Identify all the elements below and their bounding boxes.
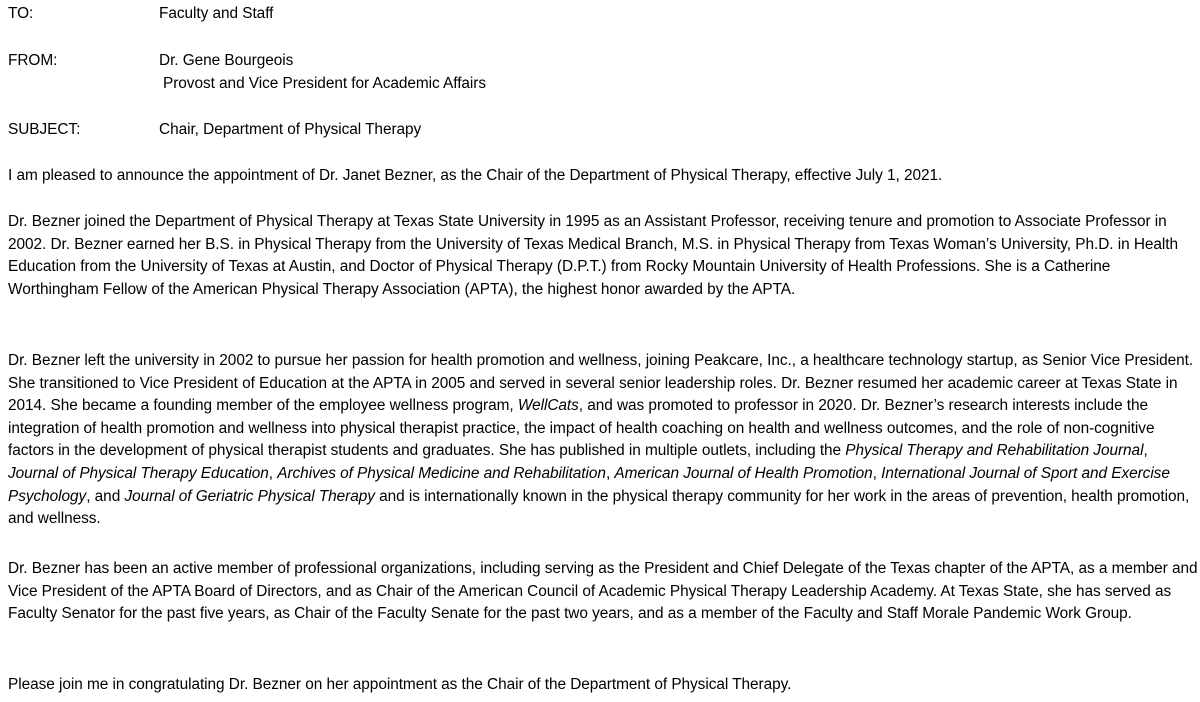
subject-value: Chair, Department of Physical Therapy [159,121,422,138]
career-text-2: , and was promoted to professor in 2020. Dr. Bezner’s research interests include the integration of health promotion and wellness into physical therapist practice, the impact of health coaching on health and wellness outcomes, and the role of non-cognitive factors in the development of physical therapist students and graduates. She has published in multiple outlets, including the [8,397,1155,460]
journal-title-6: Journal of Geriatric Physical Therapy [124,487,375,505]
journal-title-2: Journal of Physical Therapy Education [8,464,269,482]
journal-title-4: American Journal of Health Promotion [614,464,873,482]
career-sep-5: , and [86,487,125,505]
journal-title-3: Archives of Physical Medicine and Rehabilitation [277,464,606,482]
paragraph-career [8,350,1200,531]
from-name: Dr. Gene Bourgeois [159,52,294,69]
to-value: Faculty and Staff [159,5,274,22]
journal-title-5: International Journal of Sport and Exercise Psychology [8,464,1170,505]
to-label: TO: [8,5,34,22]
career-sep-2: , [268,464,278,482]
career-text-3: and is internationally known in the physical therapy community for her work in the areas of prevention, health promotion, and wellness. [8,487,1190,528]
career-text-1: Dr. Bezner left the university in 2002 to pursue her passion for health promotion and wellness, joining Peakcare, Inc., a healthcare technology startup, as Senior Vice President. She transitioned to Vice President of Education at the APTA in 2005 and served in several senior leadership roles. Dr. Bezner resumed her academic career at Texas State in 2014. She became a founding member of the employee wellness program, [8,352,1194,415]
paragraph-background: Dr. Bezner joined the Department of Physical Therapy at Texas State University in 1995 as an Assistant Professor, receiving tenure and promotion to Associate Professor in 2002. Dr. Bezner earned her B.S. in Physical Therapy from the University of Texas Medical Branch, M.S. in Physical Therapy from Texas Woman’s University, Ph.D. in Health Education from the University of Texas at Austin, and Doctor of Physical Therapy (D.P.T.) from Rocky Mountain University of Health Professions. She is a Catherine Worthingham Fellow of the American Physical Therapy Association (APTA), the highest honor awarded by the APTA. [8,213,1179,298]
paragraph-service: Dr. Bezner has been an active member of professional organizations, including serving as the President and Chief Delegate of the Texas chapter of the APTA, as a member and Vice President of the APTA Board of Directors, and as Chair of the American Council of Academic Physical Therapy Leadership Academy. At Texas State, she has served as Faculty Senator for the past five years, as Chair of the Faculty Senate for the past two years, and as a member of the Faculty and Staff Morale Pandemic Work Group. [8,560,1198,623]
career-sep-4: , [872,464,882,482]
program-name-wellcats: WellCats [517,397,579,415]
career-sep-3: , [605,464,615,482]
from-label: FROM: [8,52,58,69]
journal-title-1: Physical Therapy and Rehabilitation Journal [845,442,1144,460]
paragraph-closing: Please join me in congratulating Dr. Bezner on her appointment as the Chair of the Department of Physical Therapy. [8,676,792,693]
from-title: Provost and Vice President for Academic Affairs [163,75,487,92]
paragraph-announcement: I am pleased to announce the appointment of Dr. Janet Bezner, as the Chair of the Department of Physical Therapy, effective July 1, 2021. [8,167,943,184]
career-sep-1: , [1143,442,1148,460]
subject-label: SUBJECT: [8,121,81,138]
